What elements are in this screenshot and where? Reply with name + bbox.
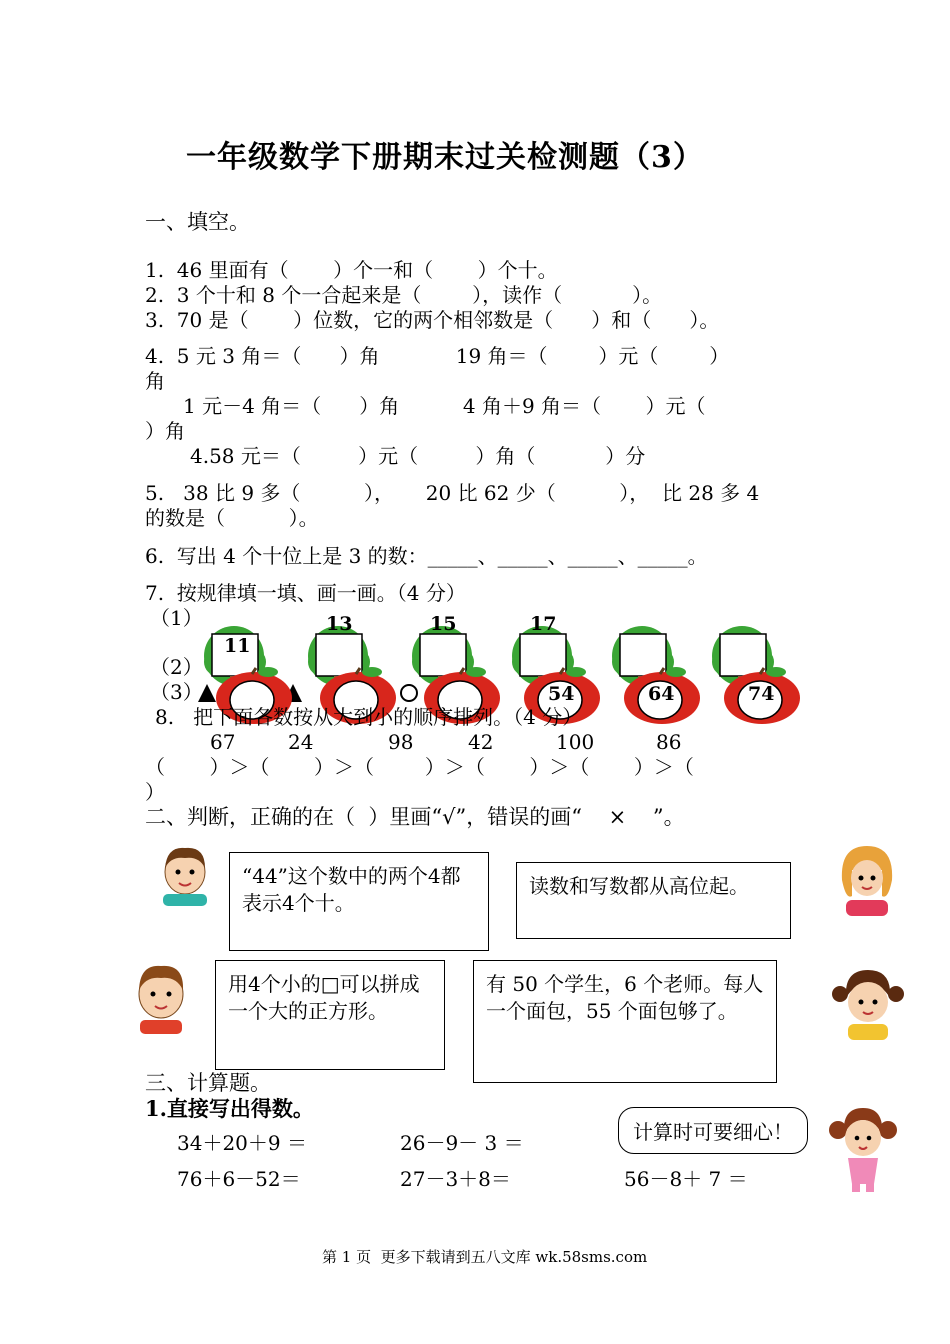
section-heading-judge: 二、判断，正确的在（ ）里画“√”，错误的画“ × ”。	[145, 805, 685, 829]
judge-bubble-4: 有 50 个学生，6 个老师。每人一个面包，55 个面包够了。	[473, 960, 777, 1083]
q8-number: 98	[388, 730, 414, 754]
answer-box[interactable]	[720, 634, 766, 676]
judge-bubble-3: 用4个小的□可以拼成一个大的正方形。	[215, 960, 445, 1070]
tree-top-number: 17	[530, 613, 557, 635]
apple-leaf-icon	[566, 667, 586, 677]
question-4b-tail: ）角	[145, 419, 185, 443]
tree-apple-item	[708, 612, 818, 727]
q8-number: 24	[288, 730, 314, 754]
question-8: 8. 把下面各数按从大到小的顺序排列。（4 分）	[155, 705, 583, 729]
answer-box[interactable]	[316, 634, 362, 676]
question-5a: 5. 38 比 9 多（ ）， 20 比 62 少（ ）， 比 28 多 4	[145, 481, 760, 505]
q8-answer-row: （ ）＞（ ）＞（ ）＞（ ）＞（ ）＞（	[145, 755, 694, 779]
answer-box[interactable]	[520, 634, 566, 676]
q8-number: 42	[468, 730, 494, 754]
answer-box[interactable]	[620, 634, 666, 676]
tree-box-number: 11	[224, 635, 251, 657]
tree-apple-item	[608, 612, 718, 727]
reminder-bubble: 计算时可要细心！	[618, 1107, 808, 1154]
apple-leaf-icon	[666, 667, 686, 677]
calc-problem: 34＋20＋9 ＝	[177, 1131, 307, 1155]
tree-top-number: 15	[430, 613, 457, 635]
apple-leaf-icon	[362, 667, 382, 677]
question-7-part-3: （3）	[150, 680, 203, 704]
calc-problem: 27－3＋8＝	[400, 1167, 511, 1191]
calc-problem: 26－9－ 3 ＝	[400, 1131, 524, 1155]
question-4a-tail: 角	[145, 369, 165, 393]
apple-number: 64	[648, 683, 675, 705]
question-3: 3. 70 是（ ）位数，它的两个相邻数是（ ）和（ ）。	[145, 308, 720, 332]
girl-avatar	[836, 840, 898, 916]
q8-number: 100	[556, 730, 595, 754]
section-heading-calc: 三、计算题。	[145, 1071, 271, 1095]
apple-number: 74	[748, 683, 775, 705]
question-2: 2. 3 个十和 8 个一合起来是（ ），读作（ ）。	[145, 283, 663, 307]
apple-leaf-icon	[766, 667, 786, 677]
question-4c: 4.58 元＝（ ）元（ ）角（ ）分	[190, 444, 646, 468]
q8-number: 86	[656, 730, 682, 754]
q8-answer-tail: ）	[145, 780, 165, 804]
girl-avatar	[828, 1104, 898, 1194]
question-5b: 的数是（ ）。	[145, 506, 319, 530]
apple-leaf-icon	[466, 667, 486, 677]
page-footer: 第 1 页 更多下载请到五八文库 wk.58sms.com	[322, 1248, 648, 1266]
judge-bubble-2: 读数和写数都从高位起。	[516, 862, 791, 939]
girl-avatar	[832, 964, 904, 1040]
q8-number: 67	[210, 730, 236, 754]
question-4a: 4. 5 元 3 角＝（ ）角 19 角＝（ ）元（ ）	[145, 344, 730, 368]
question-6: 6. 写出 4 个十位上是 3 的数：_____、_____、_____、_____。	[145, 544, 708, 568]
tree-top-number: 13	[326, 613, 353, 635]
page-title: 一年级数学下册期末过关检测题（3）	[186, 140, 704, 175]
question-4b: 1 元－4 角＝（ ）角 4 角＋9 角＝（ ）元（	[183, 394, 706, 418]
question-7: 7. 按规律填一填、画一画。（4 分）	[145, 581, 466, 605]
judge-bubble-1: “44”这个数中的两个4都表示4个十。	[229, 852, 489, 951]
boy-avatar	[155, 838, 215, 906]
question-7-part-2: （2）	[150, 655, 203, 679]
apple-number: 54	[548, 683, 575, 705]
calc-problem: 76＋6－52＝	[177, 1167, 301, 1191]
apple-leaf-icon	[258, 667, 278, 677]
answer-box[interactable]	[420, 634, 466, 676]
calc-subheading: 1.直接写出得数。	[145, 1096, 314, 1121]
section-heading-fill-in: 一、填空。	[145, 210, 250, 234]
calc-problem: 56－8＋ 7 ＝	[624, 1167, 748, 1191]
question-7-part-1: （1）	[150, 606, 203, 630]
question-1: 1. 46 里面有（ ）个一和（ ）个十。	[145, 258, 558, 282]
boy-avatar	[128, 958, 194, 1036]
